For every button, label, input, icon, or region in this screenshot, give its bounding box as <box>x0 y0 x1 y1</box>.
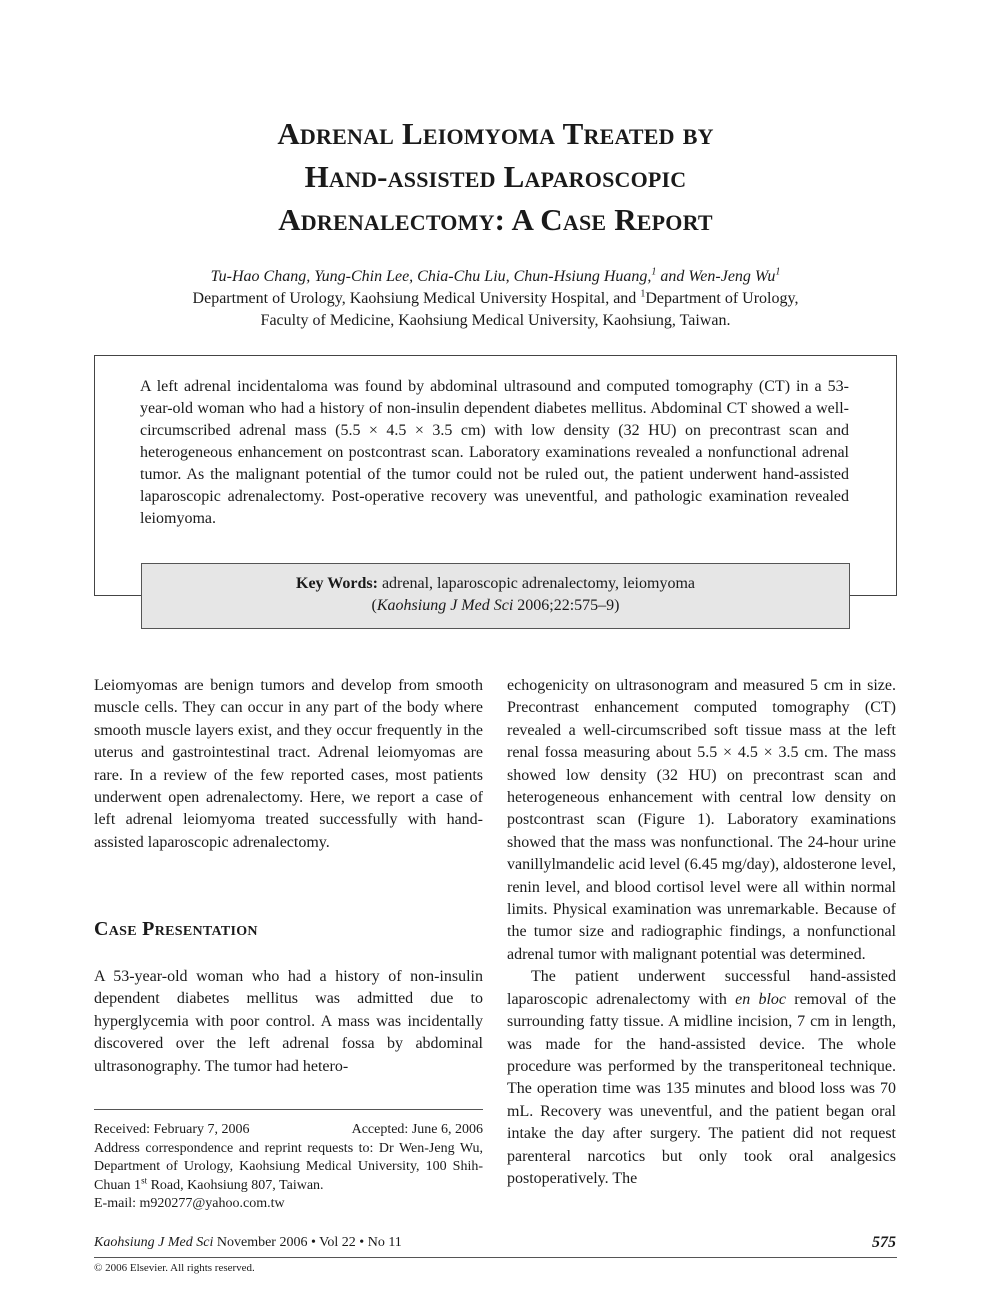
footer-journal-name: Kaohsiung J Med Sci <box>94 1235 214 1250</box>
footnote-divider <box>94 1109 483 1110</box>
keywords-label: Key Words: <box>296 575 378 592</box>
keywords-line <box>142 573 849 595</box>
footnote <box>94 1121 483 1214</box>
paragraph-text: The patient underwent successful hand-assisted laparoscopic adrenalectomy with <box>507 968 896 1008</box>
citation-paren: ( <box>371 597 377 614</box>
accepted-date: Accepted: June 6, 2006 <box>351 1122 483 1137</box>
italic-term: en bloc <box>735 990 787 1008</box>
affiliations <box>95 288 896 332</box>
right-paragraph-2 <box>507 966 896 1190</box>
citation-details: 2006;22:575–9) <box>513 597 620 614</box>
page-number: 575 <box>872 1234 896 1251</box>
authors-main: Tu-Hao Chang, Yung-Chin Lee, Chia-Chu Liu, Chun-Hsiung Huang, <box>210 268 652 285</box>
address-sup: st <box>141 1174 148 1185</box>
paragraph-text: removal of the surrounding fatty tissue. A midline incision, 7 cm in length, was made for the hand-assisted device. The whole procedure was performed by the transperitoneal technique. The operation time was 135 minutes and blood loss was 70 mL. Recovery was uneventful, and the patient began oral intake the day after surgery. The patient did not request parenteral narcotics but only took oral analgesics postoperatively. The <box>507 990 897 1187</box>
correspondence-email: E-mail: m920277@yahoo.com.tw <box>94 1196 285 1211</box>
right-column <box>507 675 896 1190</box>
citation-journal: Kaohsiung J Med Sci <box>376 597 514 614</box>
abstract-text: A left adrenal incidentaloma was found by abdominal ultrasound and computed tomography (CT) in a 53-year-old woman who had a history of non-insulin dependent diabetes mellitus. Abdominal CT showed a well-circumscribed adrenal mass (5.5 × 4.5 × 3.5 cm) with low density (32 HU) on precontrast scan and heterogeneous enhancement on postcontrast scan. Laboratory examinations revealed a nonfunctional adrenal tumor. As the malignant potential of the tumor could not be ruled out, the patient underwent hand-assisted laparoscopic adrenalectomy. Post-operative recovery was uneventful, and pathologic examination revealed leiomyoma. <box>140 378 849 527</box>
correspondence-address <box>94 1140 483 1196</box>
footnote-dates <box>94 1121 483 1140</box>
authors-last: and Wen-Jeng Wu <box>656 268 776 285</box>
case-paragraph-1 <box>94 966 483 1078</box>
author-affiliation-mark: 1 <box>651 266 657 278</box>
author-affiliation-mark: 1 <box>775 266 781 278</box>
intro-text: Leiomyomas are benign tumors and develop from smooth muscle cells. They can occur in any part of the body where smooth muscle layers exist, and they occur frequently in the uterus and gastrointestinal tract. Adrenal leiomyomas are rare. In a review of the few reported cases, most patients underwent open adrenalectomy. Here, we report a case of left adrenal leiomyoma treated successfully with hand-assisted laparoscopic adrenalectomy. <box>94 677 483 851</box>
copyright: © 2006 Elsevier. All rights reserved. <box>94 1262 255 1274</box>
affiliation-mark: 1 <box>640 288 646 300</box>
title-line: Adrenal Leiomyoma Treated by <box>277 116 714 151</box>
affiliation-line-1 <box>95 288 896 310</box>
citation-line <box>142 595 849 617</box>
affiliation-text: Department of Urology, Kaohsiung Medical University Hospital, and <box>192 290 641 307</box>
affiliation-line-2: Faculty of Medicine, Kaohsiung Medical University, Kaohsiung, Taiwan. <box>260 312 731 329</box>
affiliation-text: Department of Urology, <box>645 290 799 307</box>
keywords-text: adrenal, laparoscopic adrenalectomy, leiomyoma <box>377 575 695 592</box>
section-heading: Case Presentation <box>94 918 258 940</box>
title-line: Hand-assisted Laparoscopic <box>304 159 687 194</box>
address-text: Road, Kaohsiung 807, Taiwan. <box>147 1177 324 1193</box>
intro-paragraph <box>94 675 483 854</box>
title-line: Adrenalectomy: A Case Report <box>278 202 713 237</box>
keywords-box <box>141 563 850 629</box>
footer-divider <box>94 1257 897 1258</box>
right-paragraph-1: echogenicity on ultrasonogram and measured 5 cm in size. Precontrast enhancement computed tomography (CT) revealed a well-circumscribed soft tissue mass at the left renal fossa measuring about 5.5 × 4.5 × 3.5 cm. The mass showed low density (32 HU) on precontrast scan and heterogeneous enhancement with central low density on postcontrast scan (Figure 1). Laboratory examinations showed that the mass was nonfunctional. The 24-hour urine vanillylmandelic acid level (6.45 mg/day), aldosterone level, renin level, and blood cortisol level were all within normal limits. Physical examination was unremarkable. Because of the tumor size and radiographic findings, a nonfunctional adrenal tumor with malignant potential was determined. <box>507 677 896 963</box>
received-date: Received: February 7, 2006 <box>94 1122 250 1137</box>
case-text: A 53-year-old woman who had a history of non-insulin dependent diabetes mellitus was admitted due to hyperglycemia with poor control. A mass was incidentally discovered over the left adrenal fossa by abdominal ultrasonography. The tumor had hetero- <box>94 968 483 1075</box>
address-text: Address correspondence and reprint requests to: Dr Wen-Jeng Wu, Department of Urology, Kaohsiung Medical University, 100 Shih-Chuan 1 <box>94 1140 483 1193</box>
footer-issue: November 2006 • Vol 22 • No 11 <box>213 1235 402 1250</box>
article-title <box>95 112 896 241</box>
footer-journal <box>94 1235 402 1251</box>
author-list <box>95 266 896 288</box>
